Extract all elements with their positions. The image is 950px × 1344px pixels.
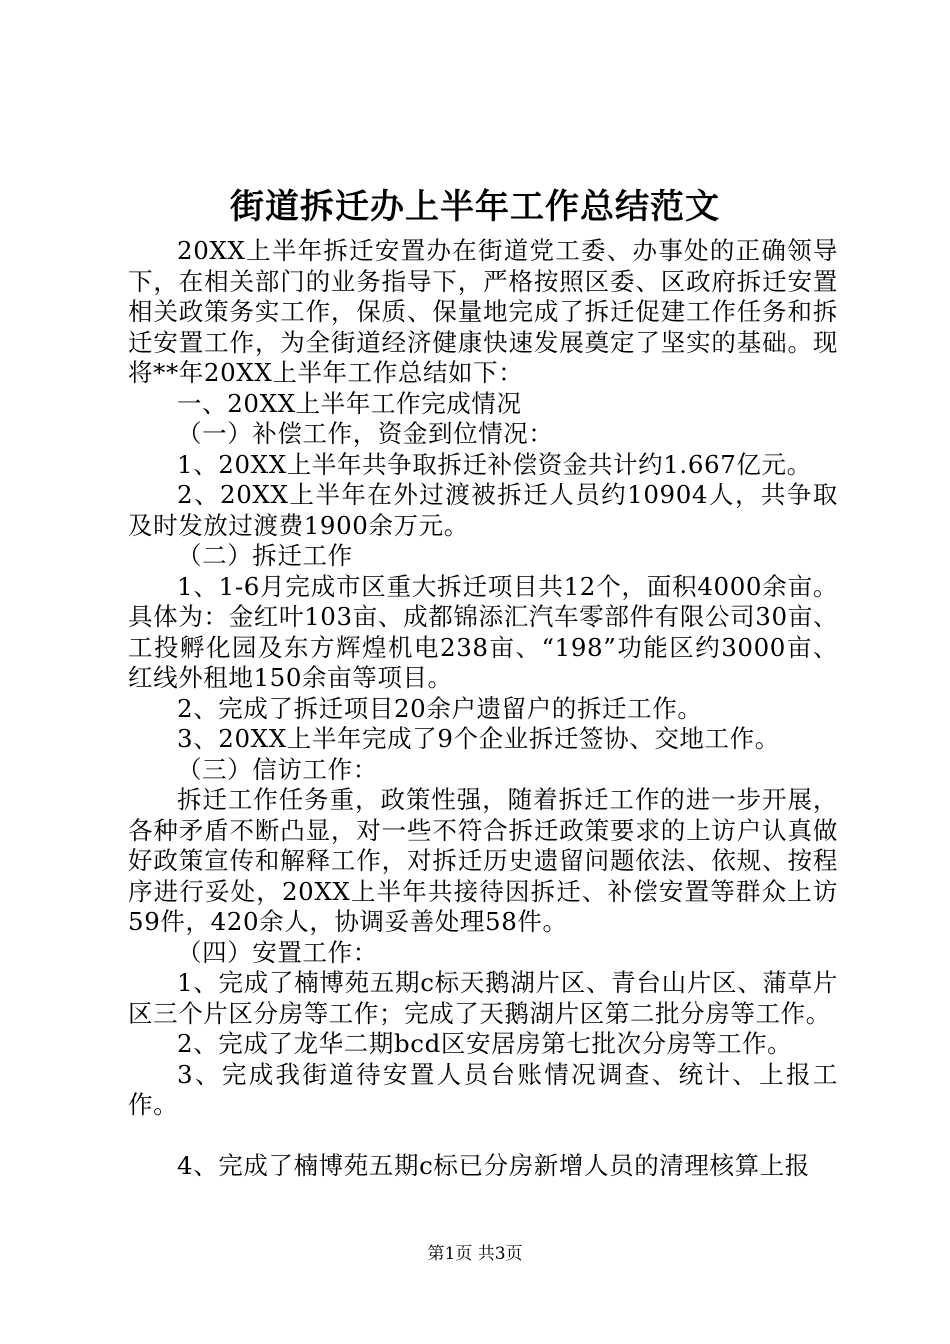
subsection-heading-petition: （三）信访工作： <box>177 754 378 784</box>
paragraph-compensation-1: 1、20XX上半年共争取拆迁补偿资金共计约1.667亿元。 <box>177 449 812 479</box>
paragraph-petition: 拆迁工作任务重，政策性强，随着拆迁工作的进一步开展，各种矛盾不断凸显，对一些不符合拆迁政策要求的上访户认真做好政策宣传和解释工作，对拆迁历史遗留问题依法、依规、按程序进行妥处，20XX上半年共接待因拆迁、补偿安置等群众上访59件，420余人，协调妥善处理58件。 <box>128 785 838 936</box>
paragraph-resettlement-2: 2、完成了龙华二期bcd区安居房第七批次分房等工作。 <box>177 1029 793 1058</box>
paragraph-resettlement-3: 3、完成我街道待安置人员台账情况调查、统计、上报工作。 <box>128 1059 838 1119</box>
subsection-heading-compensation: （一）补偿工作，资金到位情况： <box>177 419 554 448</box>
paragraph-resettlement-4: 4、完成了楠博苑五期c标已分房新增人员的清理核算上报 <box>177 1150 810 1180</box>
paragraph-demolition-1: 1、1-6月完成市区重大拆迁项目共12个，面积4000余亩。具体为：金红叶103亩、成都锦添汇汽车零部件有限公司30亩、工投孵化园及东方辉煌机电238亩、“198”功能区约3000亩、红线外租地150余亩等项目。 <box>128 571 838 692</box>
subsection-heading-resettlement: （四）安置工作： <box>177 937 378 967</box>
paragraph-demolition-3: 3、20XX上半年完成了9个企业拆迁签协、交地工作。 <box>177 724 780 753</box>
document-body <box>128 236 838 1181</box>
page-footer: 第1页 共3页 <box>427 1244 523 1264</box>
section-heading-1: 一、20XX上半年工作完成情况 <box>177 388 522 418</box>
document-title: 街道拆迁办上半年工作总结范文 <box>230 187 720 227</box>
subsection-heading-demolition: （二）拆迁工作 <box>177 541 353 570</box>
paragraph-resettlement-1: 1、完成了楠博苑五期c标天鹅湖片区、青台山片区、蒲草片区三个片区分房等工作；完成了天鹅湖片区第二批分房等工作。 <box>128 968 838 1028</box>
paragraph-demolition-2: 2、完成了拆迁项目20余户遗留户的拆迁工作。 <box>177 693 703 723</box>
paragraph-compensation-2: 2、20XX上半年在外过渡被拆迁人员约10904人，共争取及时发放过渡费1900余万元。 <box>128 480 838 540</box>
paragraph-intro: 20XX上半年拆迁安置办在街道党工委、办事处的正确领导下，在相关部门的业务指导下，严格按照区委、区政府拆迁安置相关政策务实工作，保质、保量地完成了拆迁促建工作任务和拆迁安置工作，为全街道经济健康快速发展奠定了坚实的基础。现将**年20XX上半年工作总结如下： <box>128 236 838 387</box>
